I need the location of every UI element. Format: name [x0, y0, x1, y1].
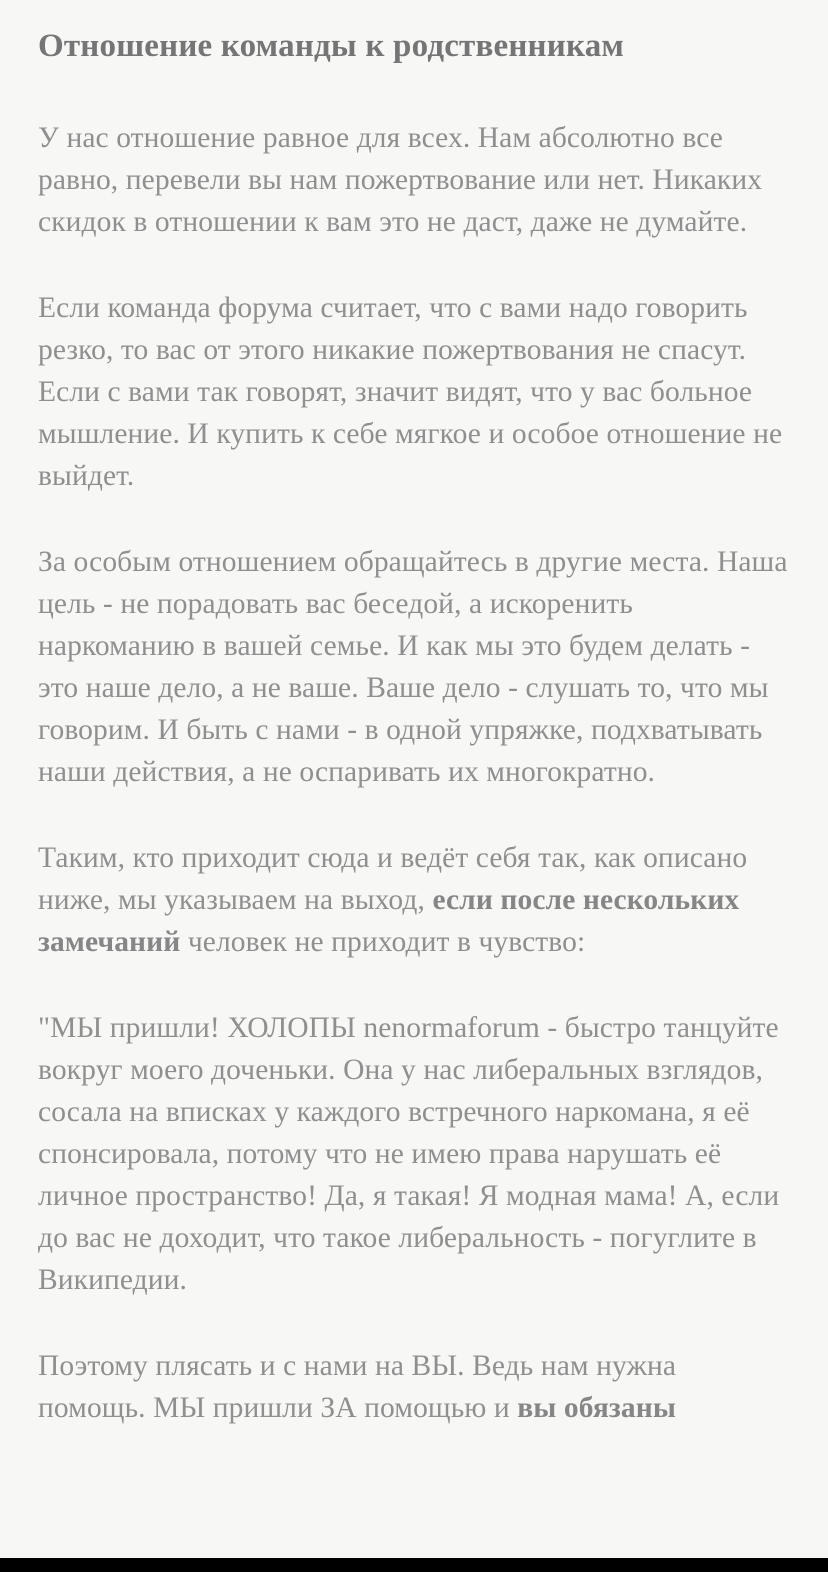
text-segment: Таким, кто приходит сюда и ведёт себя так, как описано ниже, мы указываем на выход, [38, 842, 748, 917]
paragraph [38, 1345, 790, 1429]
bold-text-segment: вы обязаны [517, 1392, 676, 1425]
paragraph [38, 117, 790, 243]
bottom-bar [0, 1558, 828, 1572]
paragraph [38, 837, 790, 963]
text-segment: Если команда форума считает, что с вами надо говорить резко, то вас от этого никакие пожертвования не спасут. Если с вами так говорят, значит видят, что у вас больное мышление. И купить к себе мягкое и особое отношение не выйдет. [38, 292, 783, 493]
text-segment: Поэтому плясать и с нами на ВЫ. Ведь нам нужна помощь. МЫ пришли ЗА помощью и [38, 1350, 677, 1425]
bold-text-segment: если после нескольких замечаний [38, 884, 740, 959]
text-segment: За особым отношением обращайтесь в другие места. Наша цель - не порадовать вас беседой, а искоренить наркоманию в вашей семье. И как мы это будем делать - это наше дело, а не ваше. Ваше дело - слушать то, что мы говорим. И быть с нами - в одной упряжке, подхватывать наши действия, а не оспаривать их многократно. [38, 546, 788, 789]
text-segment: человек не приходит в чувство: [180, 926, 586, 959]
text-segment: "МЫ пришли! ХОЛОПЫ nenormaforum - быстро танцуйте вокруг моего доченьки. Она у нас либеральных взглядов, сосала на вписках у каждого встречного наркомана, я её спонсировала, потому что не имею права нарушать её личное пространство! Да, я такая! Я модная мама! А, если до вас не доходит, что такое либеральность - погуглите в Википедии. [38, 1012, 780, 1297]
paragraph [38, 541, 790, 793]
paragraph [38, 1007, 790, 1301]
paragraph [38, 287, 790, 497]
text-segment: У нас отношение равное для всех. Нам абсолютно все равно, перевели вы нам пожертвование или нет. Никаких скидок в отношении к вам это не даст, даже не думайте. [38, 122, 763, 239]
page-title: Отношение команды к родственникам [38, 28, 625, 64]
article-body [38, 117, 790, 1429]
